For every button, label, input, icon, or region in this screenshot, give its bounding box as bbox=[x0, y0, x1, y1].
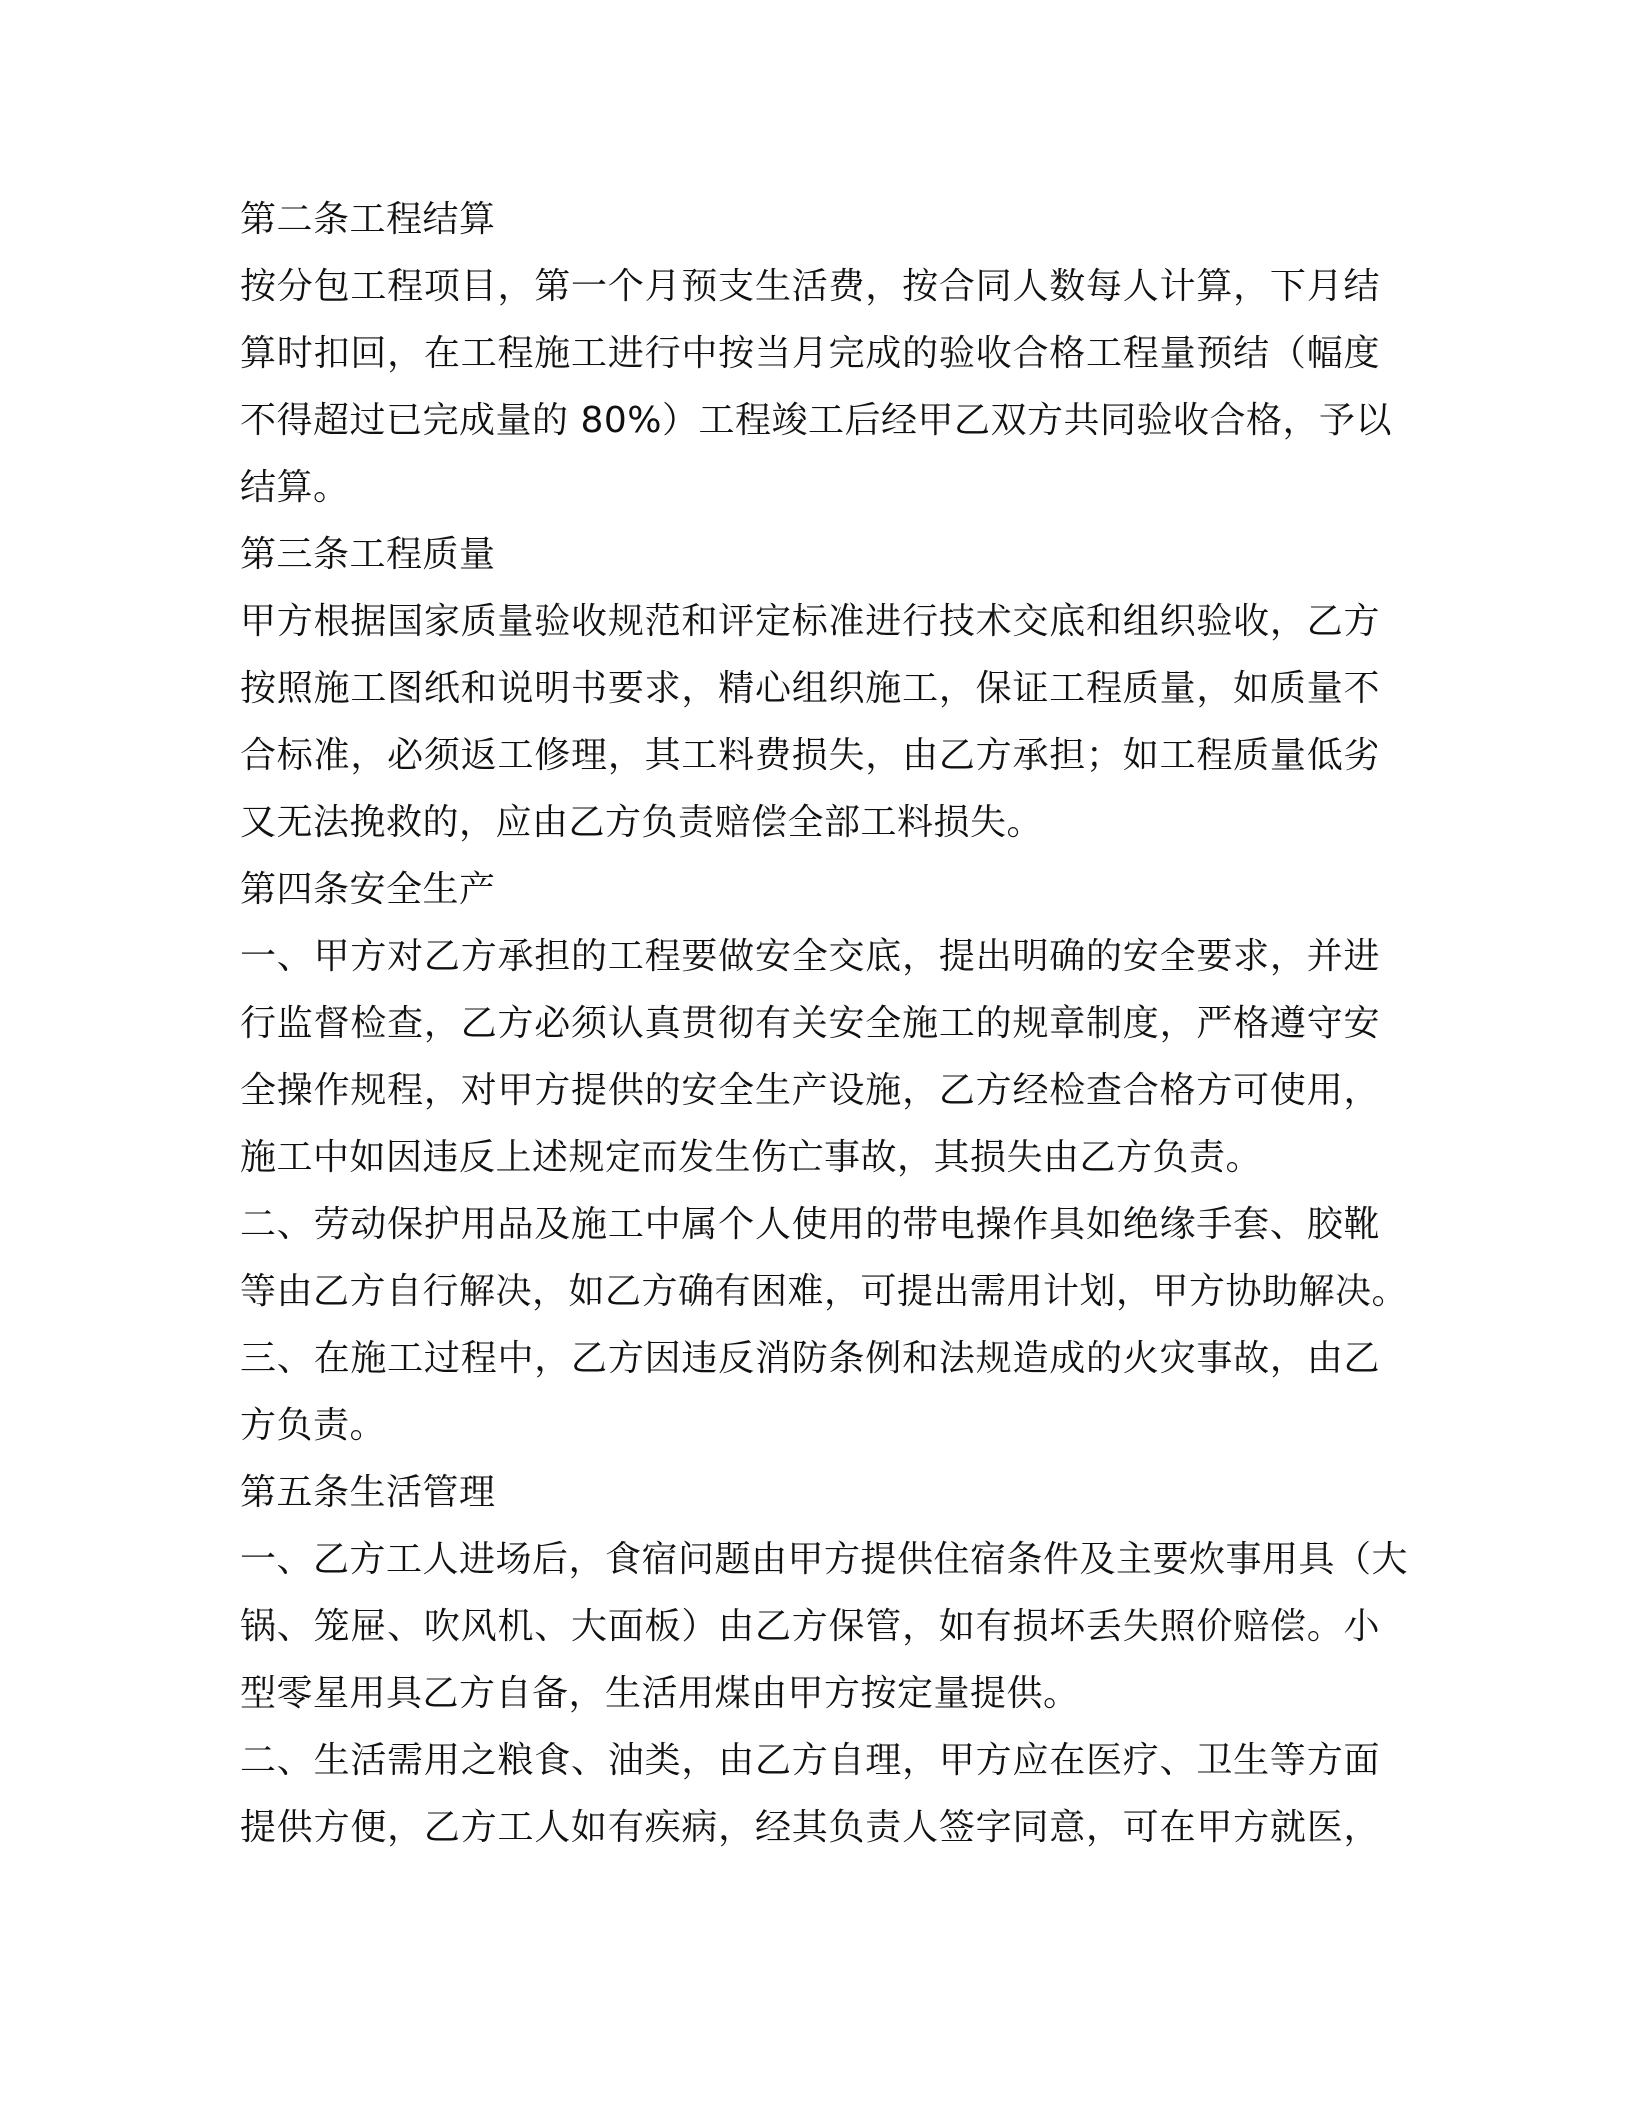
paragraph-line: 二、生活需用之粮食、油类，由乙方自理，甲方应在医疗、卫生等方面 bbox=[240, 1740, 1380, 1781]
paragraph-line: 不得超过已完成量的 80%）工程竣工后经甲乙双方共同验收合格，予以 bbox=[240, 400, 1392, 441]
section-heading-2: 第二条工程结算 bbox=[240, 199, 496, 240]
section-heading-4: 第四条安全生产 bbox=[240, 869, 496, 910]
paragraph-line: 锅、笼屉、吹风机、大面板）由乙方保管，如有损坏丢失照价赔偿。小 bbox=[240, 1606, 1380, 1647]
paragraph-line: 甲方根据国家质量验收规范和评定标准进行技术交底和组织验收，乙方 bbox=[240, 601, 1380, 642]
paragraph-line: 型零星用具乙方自备，生活用煤由甲方按定量提供。 bbox=[240, 1673, 1080, 1714]
paragraph-line: 施工中如因违反上述规定而发生伤亡事故，其损失由乙方负责。 bbox=[240, 1137, 1263, 1178]
paragraph-line: 按照施工图纸和说明书要求，精心组织施工，保证工程质量，如质量不 bbox=[240, 668, 1380, 709]
document-page bbox=[240, 186, 1409, 1861]
paragraph-line: 二、劳动保护用品及施工中属个人使用的带电操作具如绝缘手套、胶靴 bbox=[240, 1204, 1380, 1245]
paragraph-line: 按分包工程项目，第一个月预支生活费，按合同人数每人计算，下月结 bbox=[240, 266, 1380, 307]
paragraph-line: 提供方便，乙方工人如有疾病，经其负责人签字同意，可在甲方就医， bbox=[240, 1807, 1380, 1848]
section-heading-5: 第五条生活管理 bbox=[240, 1472, 496, 1513]
paragraph-line: 等由乙方自行解决，如乙方确有困难，可提出需用计划，甲方协助解决。 bbox=[240, 1271, 1409, 1312]
paragraph-line: 结算。 bbox=[240, 467, 350, 508]
paragraph-line: 合标准，必须返工修理，其工料费损失，由乙方承担；如工程质量低劣 bbox=[240, 735, 1380, 776]
paragraph-line: 方负责。 bbox=[240, 1405, 387, 1446]
paragraph-line: 全操作规程，对甲方提供的安全生产设施，乙方经检查合格方可使用， bbox=[240, 1070, 1380, 1111]
paragraph-line: 一、甲方对乙方承担的工程要做安全交底，提出明确的安全要求，并进 bbox=[240, 936, 1380, 977]
paragraph-line: 三、在施工过程中，乙方因违反消防条例和法规造成的火灾事故，由乙 bbox=[240, 1338, 1380, 1379]
paragraph-line: 又无法挽救的，应由乙方负责赔偿全部工料损失。 bbox=[240, 802, 1044, 843]
paragraph-line: 一、乙方工人进场后，食宿问题由甲方提供住宿条件及主要炊事用具（大 bbox=[240, 1539, 1409, 1580]
paragraph-line: 算时扣回，在工程施工进行中按当月完成的验收合格工程量预结（幅度 bbox=[240, 333, 1380, 374]
paragraph-line: 行监督检查，乙方必须认真贯彻有关安全施工的规章制度，严格遵守安 bbox=[240, 1003, 1380, 1044]
section-heading-3: 第三条工程质量 bbox=[240, 534, 496, 575]
